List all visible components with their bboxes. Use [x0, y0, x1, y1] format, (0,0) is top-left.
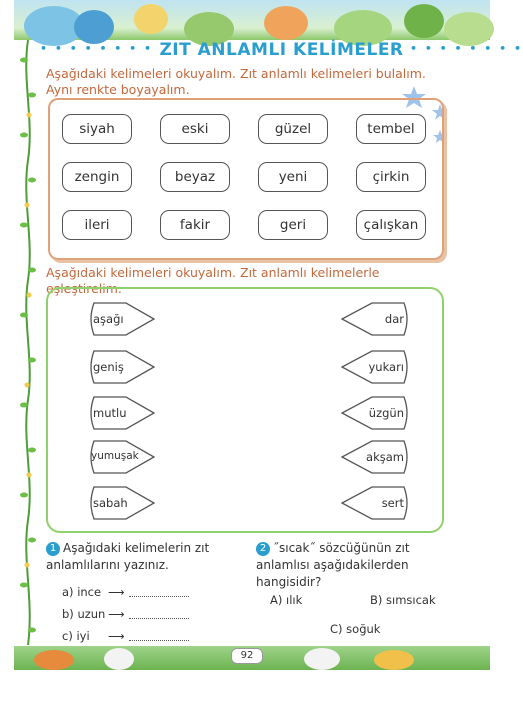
answer-blank[interactable] — [129, 618, 189, 619]
right-word-tag[interactable] — [340, 439, 412, 475]
answer-row-c — [62, 629, 189, 643]
word-pill[interactable]: zengin — [62, 162, 132, 192]
page-title — [40, 40, 523, 64]
word-pill[interactable]: çalışkan — [356, 210, 426, 240]
question-1 — [46, 540, 246, 574]
title-dots-right: • • • • • • • • — [409, 42, 523, 55]
word-pill[interactable]: ileri — [62, 210, 132, 240]
arrow-icon: ⟶ — [108, 629, 125, 643]
page-number: 92 — [231, 648, 263, 664]
word-pill[interactable]: çirkin — [356, 162, 426, 192]
word-pill[interactable]: geri — [258, 210, 328, 240]
title-dots-left: • • • • • • • • — [40, 42, 154, 55]
answer-blank[interactable] — [129, 640, 189, 641]
answer-row-b — [62, 607, 189, 621]
right-word-label: sert — [381, 496, 404, 510]
left-word-label: geniş — [93, 360, 124, 374]
option-a[interactable]: A) ılık — [270, 593, 303, 607]
section2-instruction: Aşağıdaki kelimeleri okuyalım. Zıt anlamlı kelimelerle eşleştirelim. — [46, 265, 380, 296]
word-pill[interactable]: tembel — [356, 114, 426, 144]
question-1-text: Aşağıdaki kelimelerin zıt anlamlılarını yazınız. — [46, 541, 210, 572]
title-text: ZIT ANLAMLI KELİMELER — [159, 40, 404, 60]
answer-row-a — [62, 585, 189, 599]
arrow-icon: ⟶ — [108, 607, 125, 621]
section1-instruction: Aşağıdaki kelimeleri okuyalım. Zıt anlamlı kelimeleri bulalım. Aynı renkte boyayalım. — [46, 66, 426, 97]
word-coloring-box — [48, 98, 444, 260]
word-pill[interactable]: fakir — [160, 210, 230, 240]
right-word-label: akşam — [366, 450, 404, 464]
right-word-tag[interactable] — [340, 485, 412, 521]
right-word-label: üzgün — [368, 406, 404, 420]
word-pill[interactable]: siyah — [62, 114, 132, 144]
answer-label: a) ince — [62, 585, 102, 599]
option-b[interactable]: B) sımsıcak — [370, 593, 436, 607]
top-illustration-banner — [14, 0, 490, 40]
answer-label: c) iyi — [62, 629, 90, 643]
arrow-icon: ⟶ — [108, 585, 125, 599]
left-word-label: aşağı — [93, 312, 124, 326]
word-pill[interactable]: eski — [160, 114, 230, 144]
left-word-label: sabah — [93, 496, 128, 510]
right-word-tag[interactable] — [340, 349, 412, 385]
question-2 — [256, 540, 456, 591]
matching-box — [46, 287, 444, 533]
left-word-label: yumuşak — [91, 450, 139, 462]
left-word-tag[interactable] — [86, 439, 156, 475]
word-pill[interactable]: beyaz — [160, 162, 230, 192]
option-c[interactable]: C) soğuk — [330, 622, 381, 636]
left-word-tag[interactable] — [86, 485, 156, 521]
right-word-label: yukarı — [368, 360, 404, 374]
answer-blank[interactable] — [129, 596, 189, 597]
question-number-badge: 1 — [46, 542, 60, 556]
right-word-label: dar — [384, 312, 404, 326]
right-word-tag[interactable] — [340, 301, 412, 337]
vine-border-decoration — [20, 40, 36, 645]
word-pill[interactable]: güzel — [258, 114, 328, 144]
word-pill[interactable]: yeni — [258, 162, 328, 192]
question-2-text: ˝sıcak˝ sözcüğünün zıt anlamlısı aşağıdakilerden hangisidir? — [256, 541, 410, 589]
right-word-tag[interactable] — [340, 395, 412, 431]
question-number-badge: 2 — [256, 542, 270, 556]
left-word-label: mutlu — [93, 406, 127, 420]
left-word-tag[interactable] — [86, 349, 156, 385]
left-word-tag[interactable] — [86, 395, 156, 431]
left-word-tag[interactable] — [86, 301, 156, 337]
answer-label: b) uzun — [62, 607, 106, 621]
